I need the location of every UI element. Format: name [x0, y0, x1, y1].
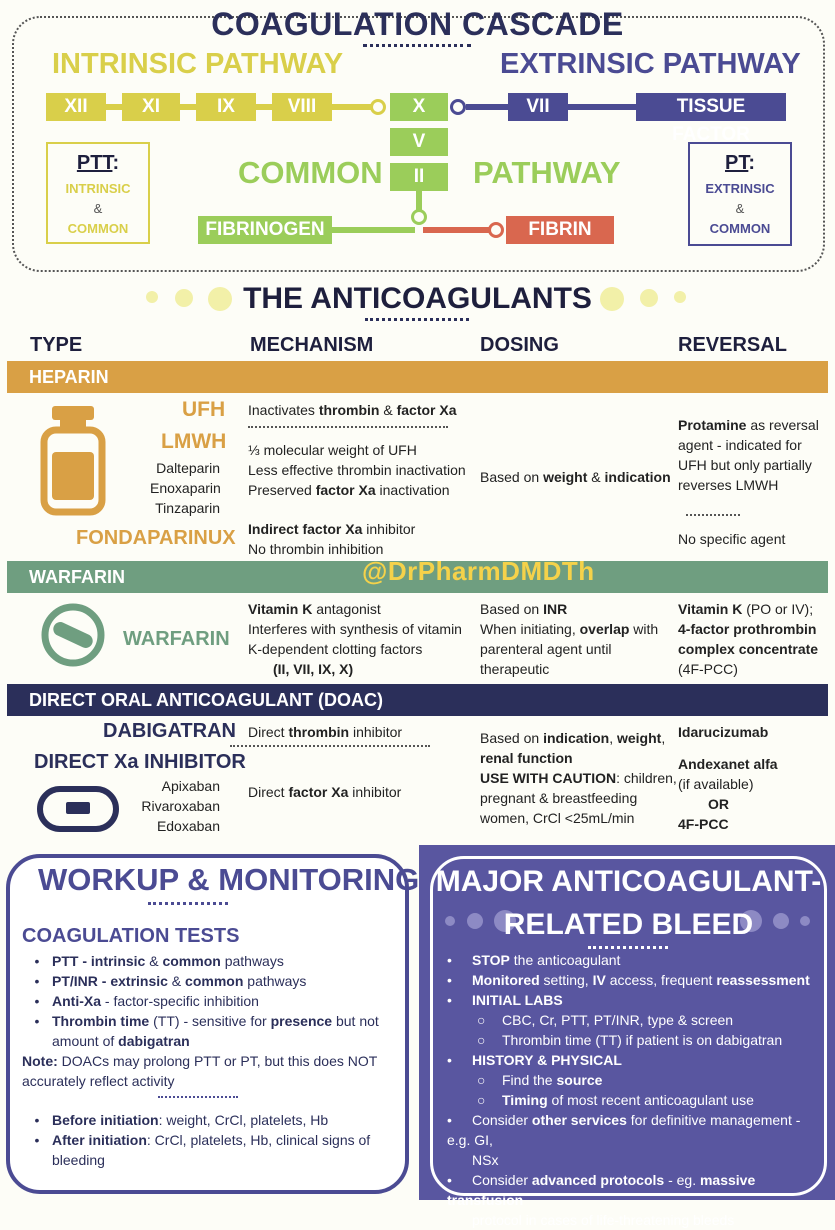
tt-t3: amount of	[52, 1033, 119, 1049]
hep-dose-c: &	[587, 469, 605, 485]
warf-rev-a: Vitamin K	[678, 601, 743, 617]
list-item: • Consider advanced protocols - eg. massive transfusion	[447, 1172, 756, 1208]
cascade-title: COAGULATION CASCADE	[211, 6, 624, 42]
header-dosing: DOSING	[480, 334, 559, 356]
fondaparinux-label: FONDAPARINUX	[76, 527, 236, 549]
mon-b1: Monitored	[472, 972, 540, 988]
lmwh-examples	[150, 458, 220, 518]
doac-dose-i: pregnant & breastfeeding	[480, 790, 638, 806]
after-t1: : CrCl, platelets, Hb, clinical signs of	[146, 1132, 371, 1148]
note-b: Note:	[22, 1053, 58, 1069]
dabi-mech-c: inhibitor	[349, 724, 403, 740]
list-item: • INITIAL LABS	[447, 992, 563, 1008]
factor-ix: IX	[196, 93, 256, 121]
dabi-mechanism	[248, 722, 402, 742]
tt-t2: but not	[332, 1013, 379, 1029]
lmwh-mech-3c: inactivation	[375, 482, 450, 498]
lmwh-mechanism	[248, 440, 466, 500]
factor-v: V	[390, 128, 448, 156]
pill-icon	[40, 602, 106, 668]
doac-dose-a: Based on	[480, 730, 544, 746]
test-t1: &	[167, 973, 186, 989]
xa-mech-b: factor Xa	[288, 784, 349, 800]
dabi-mech-b: thrombin	[288, 724, 350, 740]
warf-mech-b: antagonist	[312, 601, 381, 617]
xa-inhibitor-label: DIRECT Xa INHIBITOR	[34, 751, 246, 773]
mon-b2: IV	[592, 972, 606, 988]
adv-t1: Consider	[472, 1172, 532, 1188]
warf-mech-e: (II, VII, IX, X)	[273, 661, 354, 677]
doac-dose-h: : children,	[616, 770, 677, 786]
doac-reversal	[678, 722, 778, 834]
note-t2: accurately reflect activity	[22, 1073, 175, 1089]
lmwh-example: Dalteparin	[156, 460, 220, 476]
fonda-mech-1b: inhibitor	[362, 521, 416, 537]
common-word: COMMON	[238, 155, 383, 190]
fonda-reversal: No specific agent	[678, 531, 786, 547]
hep-rev-b: as reversal	[746, 417, 819, 433]
labs: INITIAL LABS	[472, 992, 563, 1008]
divider	[158, 1096, 238, 1098]
sub-item: ○ Timing of most recent anticoagulant use	[477, 1092, 754, 1108]
adv-b1: advanced protocols	[531, 1172, 665, 1188]
doac-rev-d: OR	[708, 796, 729, 812]
xa-examples	[140, 776, 220, 836]
pt-amp: &	[735, 201, 745, 216]
factor-vii: VII	[508, 93, 568, 121]
doac-rev-c: (if available)	[678, 776, 754, 792]
warfarin-band: WARFARIN	[7, 561, 828, 593]
sub-item: ○ CBC, Cr, PTT, PT/INR, type & screen	[477, 1012, 734, 1028]
stop-t: the anticoagulant	[509, 952, 621, 968]
ptt-line2: COMMON	[67, 221, 129, 236]
xa-mech-a: Direct	[248, 784, 289, 800]
test-b2: common	[162, 953, 221, 969]
factor-x: X	[390, 93, 448, 121]
pt-label: PT	[724, 152, 749, 174]
common-junction	[411, 209, 427, 225]
tt-b1: Thrombin time	[52, 1013, 150, 1029]
ufh-mechanism	[248, 400, 457, 420]
divider	[248, 426, 448, 428]
hp2-t: of most recent anticoagulant use	[547, 1092, 754, 1108]
bleed-list	[447, 950, 822, 1230]
list-item: • HISTORY & PHYSICAL	[447, 1052, 622, 1068]
xa-mech-c: inhibitor	[348, 784, 402, 800]
doac-dose-c: ,	[609, 730, 617, 746]
xa-example: Edoxaban	[156, 818, 220, 834]
dabigatran-label: DABIGATRAN	[103, 720, 236, 742]
initiation-list	[22, 1110, 402, 1170]
history: HISTORY & PHYSICAL	[472, 1052, 622, 1068]
watermark: @DrPharmDMDTh	[362, 556, 595, 586]
factor-xii: XII	[46, 93, 106, 121]
list-item: • STOP the anticoagulant	[447, 952, 621, 968]
list-item: • After initiation: CrCl, platelets, Hb, clinical signs of	[34, 1132, 371, 1148]
ptt-box	[46, 142, 150, 244]
hep-rev-c: agent - indicated for	[678, 437, 802, 453]
dabi-mech-a: Direct	[248, 724, 289, 740]
tt-b2: presence	[270, 1013, 333, 1029]
factor-xi: XI	[122, 93, 180, 121]
factor-ii: II	[390, 163, 448, 191]
heparin-dosing	[480, 467, 671, 487]
doac-dose-g: USE WITH CAUTION	[480, 770, 617, 786]
heparin-reversal	[678, 415, 819, 495]
hep-dose-b: weight	[543, 469, 588, 485]
extrinsic-junction	[450, 99, 466, 115]
pt-colon: :	[748, 152, 755, 174]
xa-mechanism	[248, 782, 401, 802]
list-item: • PTT - intrinsic & common pathways	[34, 953, 284, 969]
test-t2: pathways	[220, 953, 284, 969]
divider	[686, 514, 740, 516]
hep-rev-a: Protamine	[678, 417, 747, 433]
ptt-line1: INTRINSIC	[65, 181, 131, 196]
ptt-label: PTT	[76, 152, 113, 174]
list-item: • Before initiation: weight, CrCl, platelets, Hb	[34, 1112, 329, 1128]
warf-rev-d: complex concentrate	[678, 641, 819, 657]
ufh-mech-d: factor Xa	[396, 402, 457, 418]
anticoagulants-title: THE ANTICOAGULANTS	[243, 282, 592, 315]
warf-dose-b: INR	[543, 601, 568, 617]
warf-rev-b: (PO or IV);	[742, 601, 814, 617]
hp1-t: Find the	[502, 1072, 557, 1088]
warf-dose-c: When initiating,	[480, 621, 580, 637]
adv-b2: massive transfusion	[447, 1172, 756, 1208]
before-t: : weight, CrCl, platelets, Hb	[158, 1112, 329, 1128]
hep-dose-a: Based on	[480, 469, 544, 485]
fonda-mech-2: No thrombin inhibition	[248, 541, 384, 557]
doac-rev-a: Idarucizumab	[678, 724, 769, 740]
hep-dose-d: indication	[604, 469, 671, 485]
note-t1: DOACs may prolong PTT or PT, but this does NOT	[57, 1053, 378, 1069]
lmwh-mech-1: ⅓ molecular weight of UFH	[248, 442, 417, 458]
warf-mech-a: Vitamin K	[248, 601, 313, 617]
list-item: • Thrombin time (TT) - sensitive for presence but not	[34, 1013, 379, 1029]
hep-rev-d: UFH but only partially	[678, 457, 812, 473]
fonda-mechanism	[248, 519, 415, 559]
lmwh-label: LMWH	[161, 430, 227, 453]
fibrin-box: FIBRIN	[506, 216, 614, 244]
warf-mech-c: Interferes with synthesis of vitamin	[248, 621, 462, 637]
xa-example: Apixaban	[161, 778, 220, 794]
test-b1: Anti-Xa	[52, 993, 101, 1009]
lab1: CBC, Cr, PTT, PT/INR, type & screen	[502, 1012, 734, 1028]
doac-rev-b: Andexanet alfa	[678, 756, 778, 772]
pt-line1: EXTRINSIC	[705, 181, 775, 196]
lab2: Thrombin time (TT) if patient is on dabigatran	[502, 1032, 783, 1048]
test-b1: PTT - intrinsic	[52, 953, 146, 969]
divider	[230, 745, 430, 747]
pathway-word: PATHWAY	[473, 155, 621, 190]
lmwh-example: Tinzaparin	[155, 500, 220, 516]
pt-line2: COMMON	[709, 221, 771, 236]
extrinsic-title: EXTRINSIC PATHWAY	[500, 48, 801, 80]
lmwh-example: Enoxaparin	[150, 480, 221, 496]
intrinsic-title: INTRINSIC PATHWAY	[52, 48, 344, 80]
svc-t1: Consider	[472, 1112, 532, 1128]
ufh-mech-a: Inactivates	[248, 402, 319, 418]
after-b: After initiation	[52, 1132, 147, 1148]
factor-viii: VIII	[272, 93, 332, 121]
stop-b: STOP	[472, 952, 510, 968]
warf-dose-f: parenteral agent until	[480, 641, 612, 657]
heparin-band: HEPARIN	[7, 361, 828, 393]
ufh-label: UFH	[182, 398, 226, 421]
sub-item: ○ Find the source	[477, 1072, 603, 1088]
test-t1: - factor-specific inhibition	[101, 993, 259, 1009]
title-dots	[365, 318, 469, 321]
bleed-title-2: RELATED BLEED	[503, 908, 754, 941]
warfarin-dosing	[480, 599, 658, 679]
warf-dose-d: overlap	[579, 621, 630, 637]
test-b1: PT/INR - extrinsic	[52, 973, 168, 989]
adv-t3: protocol in cases of life-threatening bleeds	[472, 1212, 735, 1228]
svc-t2: for definitive management - e.g. GI,	[447, 1112, 801, 1148]
test-t1: &	[145, 953, 163, 969]
svc-b: other services	[531, 1112, 627, 1128]
workup-title: WORKUP & MONITORING	[38, 862, 420, 897]
after-t2: bleeding	[52, 1152, 105, 1168]
vial-icon	[40, 404, 106, 516]
warf-dose-e: with	[629, 621, 659, 637]
doac-band: DIRECT ORAL ANTICOAGULANT (DOAC)	[7, 684, 828, 716]
doac-dose-f: renal function	[480, 750, 573, 766]
fibrin-junction	[488, 222, 504, 238]
hp2-b: Timing	[502, 1092, 548, 1108]
ufh-mech-c: &	[379, 402, 397, 418]
title-dots	[363, 44, 471, 47]
warfarin-mechanism	[248, 599, 462, 679]
bleed-title-1: MAJOR ANTICOAGULANT-	[435, 865, 822, 898]
warf-dose-a: Based on	[480, 601, 544, 617]
tt-b3: dabigatran	[118, 1033, 190, 1049]
ptt-amp: &	[93, 201, 103, 216]
hp1-b: source	[556, 1072, 603, 1088]
ptt-colon: :	[112, 152, 120, 174]
header-mechanism: MECHANISM	[250, 334, 374, 356]
test-t2: pathways	[243, 973, 307, 989]
list-item: • Monitored setting, IV access, frequent reassessment	[447, 972, 810, 988]
xa-example: Rivaroxaban	[141, 798, 220, 814]
warfarin-label: WARFARIN	[123, 628, 230, 650]
hep-rev-e: reverses LMWH	[678, 477, 779, 493]
title-dots	[148, 902, 228, 905]
adv-t2: - eg.	[664, 1172, 700, 1188]
test-b2: common	[185, 973, 244, 989]
tests-list	[22, 951, 402, 1091]
sub-item: ○ Thrombin time (TT) if patient is on dabigatran	[477, 1032, 783, 1048]
before-b: Before initiation	[52, 1112, 159, 1128]
svc-t3: NSx	[472, 1152, 499, 1168]
list-item: • PT/INR - extrinsic & common pathways	[34, 973, 307, 989]
ufh-mech-b: thrombin	[318, 402, 380, 418]
fibrinogen-box: FIBRINOGEN	[198, 216, 332, 244]
list-item: • Consider other services for definitive management - e.g. GI,	[447, 1112, 801, 1148]
lmwh-mech-3a: Preserved	[248, 482, 316, 498]
doac-dose-j: women, CrCl <25mL/min	[480, 810, 635, 826]
header-type: TYPE	[30, 334, 83, 356]
list-item: • Anti-Xa - factor-specific inhibition	[34, 993, 259, 1009]
tt-t1: (TT) - sensitive for	[149, 1013, 271, 1029]
warf-rev-c: 4-factor prothrombin	[678, 621, 817, 637]
doac-rev-e: 4F-PCC	[678, 816, 729, 832]
header-reversal: REVERSAL	[678, 334, 787, 356]
fonda-mech-1: Indirect factor Xa	[248, 521, 363, 537]
mon-t1: setting,	[539, 972, 593, 988]
warf-mech-d: K-dependent clotting factors	[248, 641, 423, 657]
doac-dose-d: weight	[616, 730, 662, 746]
mon-t2: access, frequent	[605, 972, 717, 988]
tablet-icon	[36, 785, 120, 835]
doac-dosing	[480, 728, 677, 828]
doac-dose-e: ,	[661, 730, 666, 746]
title-dots	[588, 946, 668, 949]
lmwh-mech-3b: factor Xa	[315, 482, 376, 498]
tissue-factor: TISSUE FACTOR	[636, 93, 786, 121]
mon-b3: reassessment	[716, 972, 810, 988]
warf-dose-g: therapeutic	[480, 661, 550, 677]
warfarin-reversal	[678, 599, 818, 679]
pt-box	[688, 142, 792, 246]
doac-dose-b: indication	[543, 730, 610, 746]
intrinsic-junction	[370, 99, 386, 115]
lmwh-mech-2: Less effective thrombin inactivation	[248, 462, 466, 478]
warf-rev-e: (4F-PCC)	[678, 661, 738, 677]
coag-tests-subtitle: COAGULATION TESTS	[22, 925, 240, 947]
